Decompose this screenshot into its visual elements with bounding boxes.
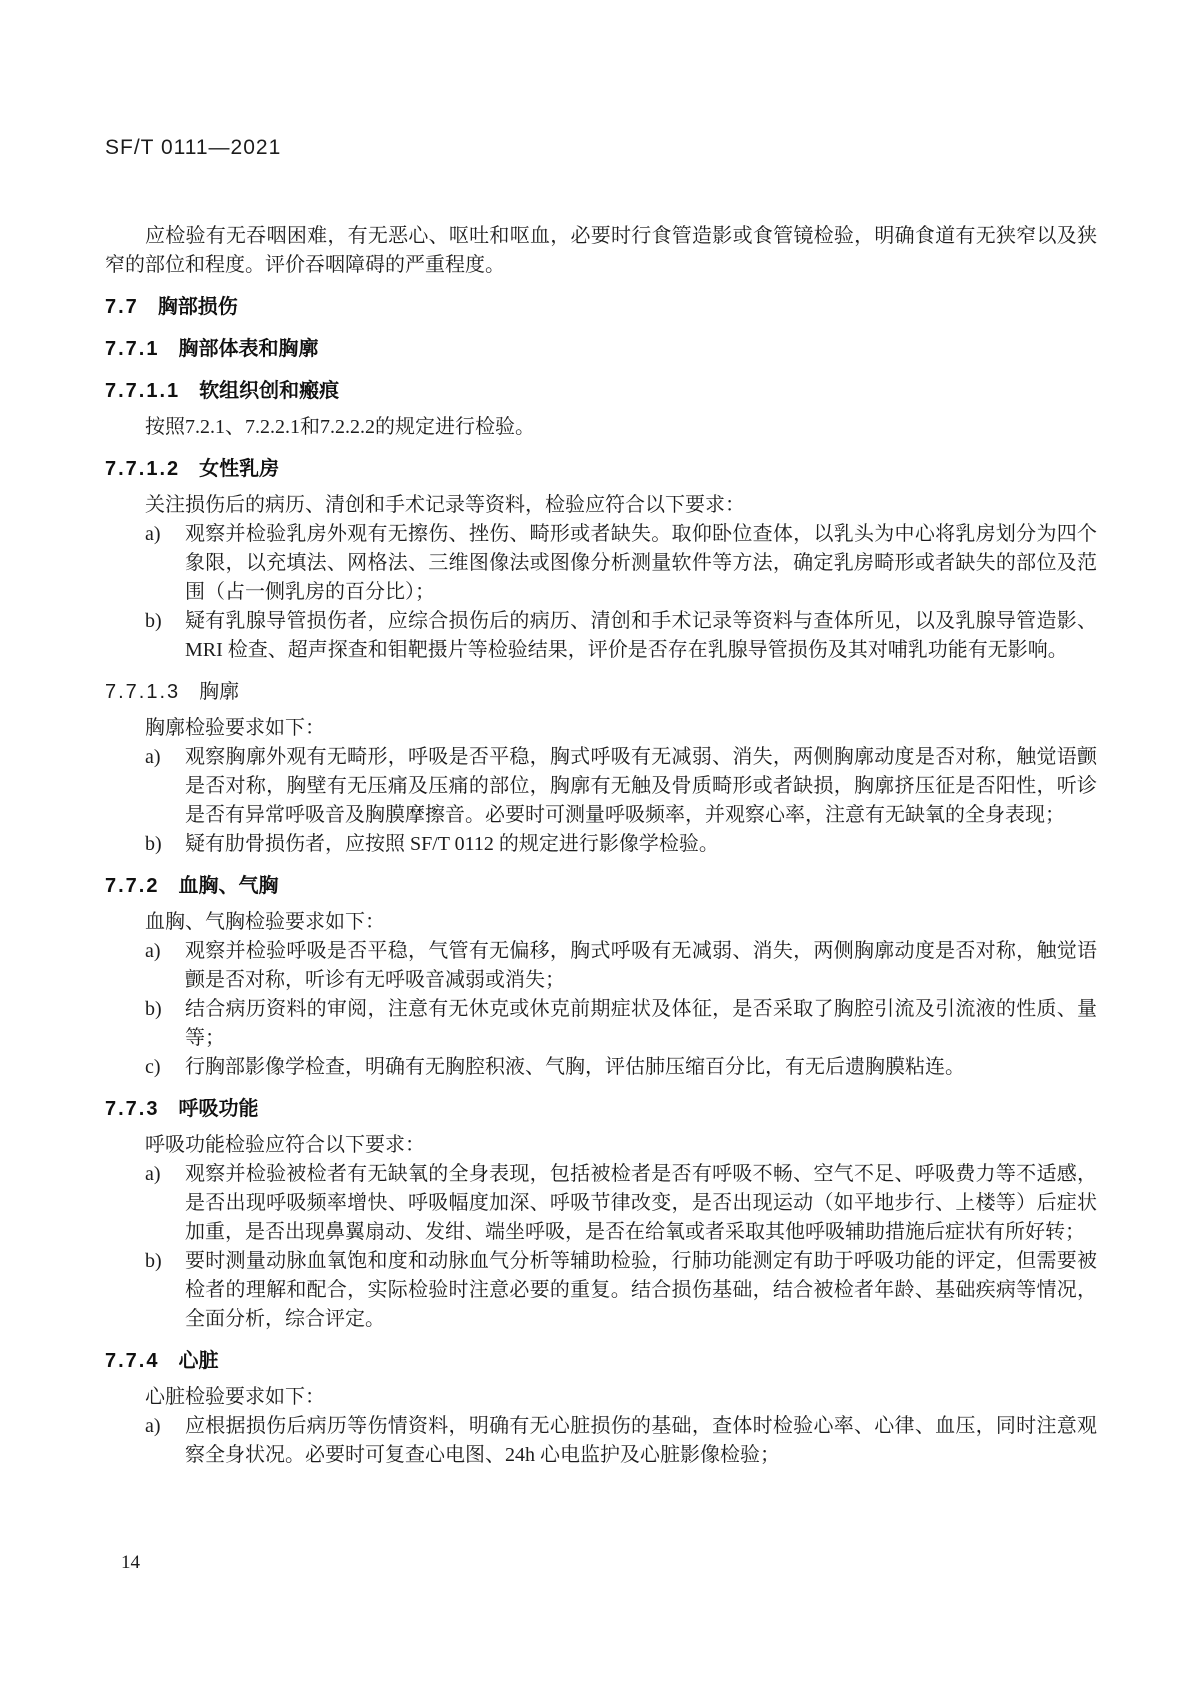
- list-item-text: 观察胸廓外观有无畸形，呼吸是否平稳，胸式呼吸有无减弱、消失，两侧胸廓动度是否对称，触觉语颤是否对称，胸壁有无压痛及压痛的部位，胸廓有无触及骨质畸形或者缺损，胸廓挤压征是否阳性，听诊是否有异常呼吸音及胸膜摩擦音。必要时可测量呼吸频率，并观察心率，注意有无缺氧的全身表现；: [185, 746, 1097, 826]
- list-item: [105, 607, 1097, 665]
- section-number: 7.7.1.3: [105, 681, 181, 703]
- paragraph: 胸廓检验要求如下：: [145, 717, 325, 739]
- section-title: 心脏: [178, 1350, 219, 1372]
- section-heading: [105, 678, 1097, 707]
- list-item-text: 结合病历资料的审阅，注意有无休克或休克前期症状及体征，是否采取了胸腔引流及引流液的性质、量等；: [185, 998, 1097, 1049]
- list-item-label: a): [145, 1415, 161, 1437]
- list-item: [105, 1053, 1097, 1082]
- section-number: 7.7.1: [105, 338, 160, 360]
- list-item-label: b): [145, 610, 162, 632]
- list-item-text: 行胸部影像学检查，明确有无胸腔积液、气胸，评估肺压缩百分比，有无后遗胸膜粘连。: [185, 1056, 965, 1078]
- document-body: [105, 222, 1097, 1470]
- standard-number: SF/T 0111—2021: [105, 136, 282, 159]
- list-item-label: c): [145, 1056, 161, 1078]
- section-heading: [105, 293, 1097, 322]
- list-item-text: 应根据损伤后病历等伤情资料，明确有无心脏损伤的基础，查体时检验心率、心律、血压，同时注意观察全身状况。必要时可复查心电图、24h 心电监护及心脏影像检验；: [185, 1415, 1097, 1466]
- paragraph: 心脏检验要求如下：: [145, 1386, 325, 1408]
- section-title: 胸部体表和胸廓: [178, 338, 319, 360]
- list-item: [105, 1412, 1097, 1470]
- section-heading: [105, 1095, 1097, 1124]
- list-item-label: b): [145, 833, 162, 855]
- section-heading: [105, 1347, 1097, 1376]
- section-number: 7.7.1.2: [105, 458, 181, 480]
- section-heading: [105, 377, 1097, 406]
- requirement-list: [105, 520, 1097, 665]
- paragraph: 呼吸功能检验应符合以下要求：: [145, 1134, 425, 1156]
- paragraph: 按照7.2.1、7.2.2.1和7.2.2.2的规定进行检验。: [145, 416, 535, 438]
- paragraph: 应检验有无吞咽困难，有无恶心、呕吐和呕血，必要时行食管造影或食管镜检验，明确食道有无狭窄以及狭窄的部位和程度。评价吞咽障碍的严重程度。: [105, 225, 1097, 276]
- list-item-text: 疑有乳腺导管损伤者，应综合损伤后的病历、清创和手术记录等资料与查体所见，以及乳腺导管造影、MRI 检查、超声探查和钼靶摄片等检验结果，评价是否存在乳腺导管损伤及其对哺乳功能有无影响。: [185, 610, 1097, 661]
- section-title: 软组织创和瘢痕: [199, 380, 340, 402]
- section-title: 胸廓: [199, 681, 240, 703]
- list-item-label: a): [145, 746, 161, 768]
- section-number: 7.7.4: [105, 1350, 160, 1372]
- paragraph: 关注损伤后的病历、清创和手术记录等资料，检验应符合以下要求：: [145, 494, 745, 516]
- list-item: [105, 937, 1097, 995]
- section-title: 胸部损伤: [157, 296, 238, 318]
- list-item: [105, 520, 1097, 607]
- section-title: 血胸、气胸: [178, 875, 279, 897]
- list-item: [105, 1247, 1097, 1334]
- section-number: 7.7: [105, 296, 139, 318]
- paragraph: 血胸、气胸检验要求如下：: [145, 911, 385, 933]
- requirement-list: [105, 1160, 1097, 1334]
- requirement-list: [105, 1412, 1097, 1470]
- list-item-label: a): [145, 523, 161, 545]
- list-item-text: 观察并检验呼吸是否平稳，气管有无偏移，胸式呼吸有无减弱、消失，两侧胸廓动度是否对称，触觉语颤是否对称，听诊有无呼吸音减弱或消失；: [185, 940, 1097, 991]
- list-item-text: 观察并检验被检者有无缺氧的全身表现，包括被检者是否有呼吸不畅、空气不足、呼吸费力等不适感，是否出现呼吸频率增快、呼吸幅度加深、呼吸节律改变，是否出现运动（如平地步行、上楼等）后症状加重，是否出现鼻翼扇动、发绀、端坐呼吸，是否在给氧或者采取其他呼吸辅助措施后症状有所好转；: [185, 1163, 1097, 1243]
- list-item-label: b): [145, 998, 162, 1020]
- list-item-text: 疑有肋骨损伤者，应按照 SF/T 0112 的规定进行影像学检验。: [185, 833, 719, 855]
- list-item-label: a): [145, 1163, 161, 1185]
- section-title: 女性乳房: [199, 458, 280, 480]
- page-number: 14: [121, 1552, 140, 1573]
- section-heading: [105, 872, 1097, 901]
- section-heading: [105, 335, 1097, 364]
- requirement-list: [105, 937, 1097, 1082]
- section-number: 7.7.2: [105, 875, 160, 897]
- list-item: [105, 1160, 1097, 1247]
- list-item-label: a): [145, 940, 161, 962]
- list-item-text: 要时测量动脉血氧饱和度和动脉血气分析等辅助检验，行肺功能测定有助于呼吸功能的评定，但需要被检者的理解和配合，实际检验时注意必要的重复。结合损伤基础，结合被检者年龄、基础疾病等情况，全面分析，综合评定。: [185, 1250, 1097, 1330]
- section-title: 呼吸功能: [178, 1098, 259, 1120]
- list-item-text: 观察并检验乳房外观有无擦伤、挫伤、畸形或者缺失。取仰卧位查体，以乳头为中心将乳房划分为四个象限，以充填法、网格法、三维图像法或图像分析测量软件等方法，确定乳房畸形或者缺失的部位及范围（占一侧乳房的百分比）；: [185, 523, 1097, 603]
- list-item: [105, 830, 1097, 859]
- section-number: 7.7.1.1: [105, 380, 181, 402]
- list-item-label: b): [145, 1250, 162, 1272]
- section-heading: [105, 455, 1097, 484]
- requirement-list: [105, 743, 1097, 859]
- list-item: [105, 743, 1097, 830]
- list-item: [105, 995, 1097, 1053]
- section-number: 7.7.3: [105, 1098, 160, 1120]
